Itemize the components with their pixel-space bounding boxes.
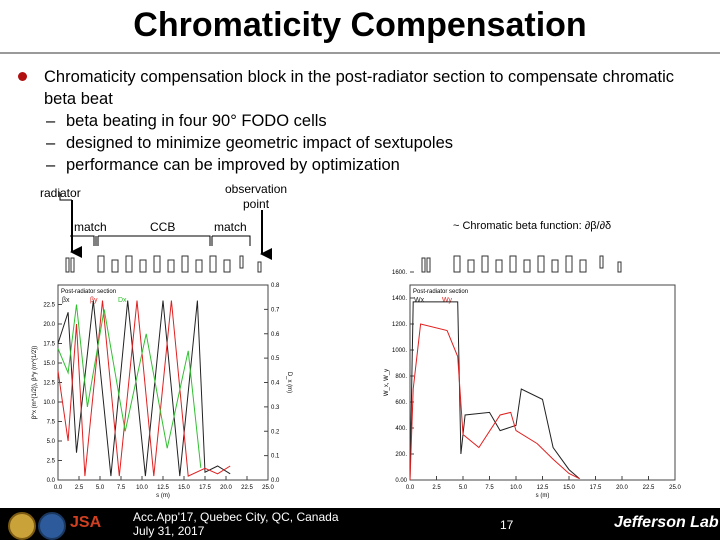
observation-label: observation [225, 182, 288, 196]
jefferson-lab-logo: Jefferson Lab [614, 514, 719, 531]
match-left-label: match [74, 220, 107, 234]
legend-entry: Dx [118, 297, 127, 304]
y-tick-label: 17.5 [43, 341, 55, 348]
conference-text: Acc.App'17, Quebec City, QC, Canada [133, 510, 339, 524]
x-tick-label: 10.0 [510, 485, 522, 491]
plot-frame [410, 285, 675, 480]
legend-entry: βy [90, 297, 98, 304]
page-number: 17 [500, 518, 514, 532]
y-right-tick-label: 0.7 [271, 307, 280, 314]
chromatic-beta-label: ~ Chromatic beta function: ∂β/∂δ [453, 220, 612, 232]
x-tick-label: 5.0 [95, 485, 105, 491]
chart-title: Post-radiator section [413, 289, 469, 295]
y-tick-label: 2.5 [46, 458, 55, 465]
x-tick-label: 10.0 [136, 485, 148, 491]
sub-bullet: – designed to minimize geometric impact of sextupoles [46, 134, 454, 152]
ccb-label: CCB [150, 220, 176, 234]
y-tick-label: 22.5 [43, 302, 55, 309]
bullet-dot-icon [18, 72, 27, 81]
x-tick-label: 20.0 [616, 485, 628, 491]
y-tick-label: 800. [395, 374, 407, 380]
y-tick-label: 5.0 [46, 439, 55, 445]
y-tick-label: 1400. [391, 296, 407, 302]
y-right-tick-label: 0.3 [271, 404, 280, 411]
x-axis-label: s (m) [535, 493, 550, 499]
point-label: point [243, 197, 270, 211]
sub-bullet-text: performance can be improved by optimization [66, 156, 400, 174]
x-tick-label: 15.0 [563, 485, 575, 491]
date-text: July 31, 2017 [133, 524, 205, 538]
slide-title: Chromaticity Compensation [133, 6, 587, 44]
y-tick-label: 20.0 [43, 322, 55, 328]
y-tick-label: 600. [395, 400, 407, 406]
x-tick-label: 12.5 [536, 485, 549, 491]
beamline-left [62, 252, 322, 280]
chart-title: Post-radiator section [61, 289, 117, 295]
y-right-tick-label: 0.8 [271, 283, 280, 289]
beta-function-chart [8, 280, 298, 500]
x-tick-label: 20.0 [220, 485, 232, 491]
legend-entry: Wx [414, 297, 425, 304]
y-right-tick-label: 0.2 [271, 429, 280, 436]
ccb-bracket [98, 236, 210, 246]
footer-bar [0, 508, 720, 540]
x-tick-label: 25.0 [262, 485, 274, 491]
x-tick-label: 22.5 [241, 485, 253, 491]
y-axis-label: β^x (m^{1/2}), β^y (m^{1/2}) [32, 345, 38, 420]
y-tick-label: 15.0 [43, 361, 55, 367]
x-tick-label: 0.0 [53, 485, 63, 491]
y-tick-label: 0.0 [46, 478, 55, 484]
x-tick-label: 25.0 [669, 485, 681, 491]
beamline-right [418, 252, 678, 280]
partner-seal-icon [38, 512, 66, 540]
y-right-tick-label: 0.5 [271, 356, 280, 363]
match-right-bracket [212, 236, 250, 246]
x-tick-label: 15.0 [178, 485, 190, 491]
y-right-tick-label: 0.1 [271, 453, 280, 460]
doe-seal-icon [8, 512, 36, 540]
bullet-list [18, 66, 708, 176]
y-tick-label: 200. [395, 452, 407, 458]
sub-bullet-text: beta beating in four 90° FODO cells [66, 112, 327, 130]
x-tick-label: 17.5 [589, 485, 602, 491]
x-tick-label: 7.5 [116, 485, 126, 491]
x-tick-label: 17.5 [199, 485, 211, 491]
y-tick-label: 10.0 [43, 400, 55, 406]
y-axis-label: W_x, W_y [384, 368, 390, 397]
chromatic-beta-chart [370, 270, 700, 500]
x-tick-label: 22.5 [642, 485, 655, 491]
y-tick-label: 7.5 [46, 419, 55, 426]
match-left-bracket [70, 236, 94, 246]
y-tick-label: 400. [395, 426, 407, 432]
x-axis-label: s (m) [156, 493, 170, 499]
main-bullet [18, 66, 708, 110]
x-tick-label: 2.5 [74, 485, 84, 491]
x-tick-label: 12.5 [157, 485, 169, 491]
y-tick-label: 0.00 [395, 478, 407, 484]
y-tick-label: 12.5 [43, 380, 55, 387]
x-tick-label: 2.5 [432, 485, 441, 491]
y-right-tick-label: 0.0 [271, 478, 280, 484]
x-tick-label: 7.5 [485, 485, 494, 491]
legend-entry: Wy [442, 297, 453, 304]
x-tick-label: 5.0 [458, 485, 468, 491]
y-right-axis-label: D_x (m) [286, 371, 292, 394]
sub-bullet: – beta beating in four 90° FODO cells [46, 112, 327, 130]
y-tick-label: 1000. [391, 348, 407, 354]
footer-conference [133, 510, 339, 538]
x-tick-label: 0.0 [405, 485, 415, 491]
y-tick-label: 1200. [391, 322, 407, 328]
main-bullet-text: Chromaticity compensation block in the post-radiator section to compensate chromatic beta beat [44, 68, 675, 108]
jsa-logo: JSA [70, 514, 102, 531]
radiator-label: radiator [40, 186, 81, 200]
match-right-label: match [214, 220, 247, 234]
sub-bullet-text: designed to minimize geometric impact of sextupoles [66, 134, 454, 152]
y-tick-label: 1600. [391, 270, 407, 276]
y-right-tick-label: 0.4 [271, 380, 280, 387]
sub-bullet: – performance can be improved by optimization [46, 156, 400, 174]
legend-entry: βx [62, 297, 70, 304]
y-right-tick-label: 0.6 [271, 331, 280, 338]
